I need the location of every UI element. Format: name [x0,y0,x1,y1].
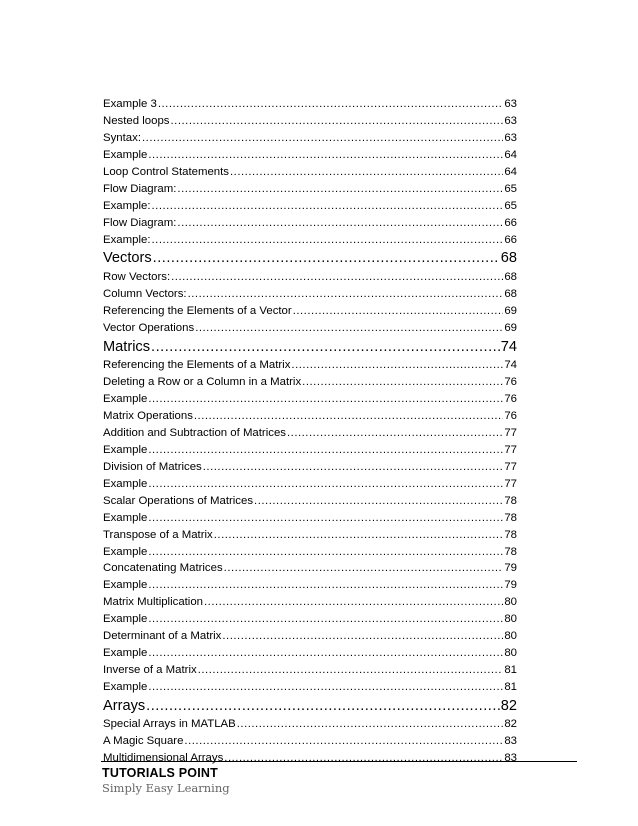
toc-page-number: 81 [504,681,517,693]
toc-entry-title: Example 3 [103,98,157,110]
toc-entry-row[interactable] [103,527,517,544]
table-of-contents [103,96,517,767]
toc-dot-leader [222,628,503,645]
toc-page-number: 74 [500,338,517,355]
toc-dot-leader [287,425,503,442]
toc-dot-leader [224,750,503,767]
toc-entry-title: Example [103,545,148,558]
toc-dot-leader [151,337,500,358]
toc-entry-title: Matrics [103,338,151,355]
toc-dot-leader [148,476,503,493]
toc-entry-title: Example [103,148,148,161]
toc-page-number: 74 [504,359,517,372]
toc-chapter-row[interactable] [103,337,517,358]
toc-entry-row[interactable] [103,733,517,750]
toc-entry-title: Nested loops [103,114,170,127]
toc-page-number: 80 [504,630,517,643]
toc-entry-row[interactable] [103,164,517,181]
toc-entry-row[interactable] [103,198,517,215]
toc-dot-leader [188,286,504,303]
toc-entry-row[interactable] [103,269,517,286]
toc-entry-row[interactable] [103,374,517,391]
toc-page-number: 69 [504,321,517,334]
toc-entry-row[interactable] [103,357,517,374]
toc-entry-title: Example [103,443,148,456]
toc-dot-leader [146,696,500,717]
toc-entry-title: Referencing the Elements of a Matrix [103,359,291,372]
toc-entry-row[interactable] [103,628,517,645]
toc-page-number: 83 [504,752,517,765]
toc-chapter-row[interactable] [103,696,517,717]
toc-entry-title: Example [103,613,148,626]
toc-entry-title: Vector Operations [103,321,195,334]
toc-entry-row[interactable] [103,510,517,527]
toc-dot-leader [171,269,503,286]
toc-page-number: 69 [504,304,517,317]
toc-page-number: 82 [504,718,517,731]
toc-entry-title: Concatenating Matrices [103,562,223,575]
toc-entry-row[interactable] [103,181,517,198]
toc-entry-row[interactable] [103,408,517,425]
toc-dot-leader [148,645,503,662]
toc-entry-title: A Magic Square [103,735,184,748]
toc-entry-title: Syntax: [103,131,141,144]
toc-page-number: 78 [504,545,517,558]
toc-entry-row[interactable] [103,662,517,679]
toc-dot-leader [184,733,503,750]
toc-dot-leader [153,248,500,269]
toc-dot-leader [148,611,503,628]
toc-entry-title: Arrays [103,697,146,714]
toc-entry-row[interactable] [103,442,517,459]
toc-page-number: 83 [504,735,517,748]
toc-entry-title: Flow Diagram: [103,182,177,195]
toc-entry-title: Example [103,579,148,592]
toc-page-number: 79 [504,579,517,592]
toc-entry-title: Row Vectors: [103,270,171,283]
toc-page-number: 66 [504,216,517,229]
toc-entry-row[interactable] [103,286,517,303]
toc-dot-leader [203,459,504,476]
toc-dot-leader [171,113,504,130]
toc-page-number: 82 [500,697,517,714]
toc-page-number: 76 [504,393,517,406]
toc-entry-title: Special Arrays in MATLAB [103,718,236,731]
toc-entry-title: Division of Matrices [103,460,202,473]
toc-entry-row[interactable] [103,459,517,476]
toc-entry-row[interactable] [103,560,517,577]
toc-entry-row[interactable] [103,96,517,113]
toc-entry-title: Example [103,647,148,660]
toc-entry-row[interactable] [103,147,517,164]
toc-page-number: 80 [504,647,517,660]
toc-entry-row[interactable] [103,679,517,696]
toc-page-number: 76 [504,376,517,389]
toc-dot-leader [148,442,503,459]
toc-page-number: 80 [504,596,517,609]
toc-entry-row[interactable] [103,750,517,767]
toc-page-number: 80 [504,613,517,626]
toc-page-number: 81 [504,664,517,677]
toc-page-number: 68 [504,287,517,300]
toc-entry-row[interactable] [103,425,517,442]
toc-page-number: 79 [504,562,517,575]
toc-entry-title: Multidimensional Arrays [103,752,224,765]
toc-entry-title: Referencing the Elements of a Vector [103,304,292,317]
toc-dot-leader [148,510,503,527]
toc-entry-row[interactable] [103,611,517,628]
toc-dot-leader [148,544,503,561]
toc-entry-title: Example [103,477,148,490]
toc-page-number: 64 [504,165,517,178]
toc-dot-leader [204,594,503,611]
toc-dot-leader [194,408,503,425]
toc-entry-row[interactable] [103,716,517,733]
toc-entry-row[interactable] [103,303,517,320]
toc-entry-row[interactable] [103,130,517,147]
toc-entry-title: Inverse of a Matrix [103,664,197,677]
toc-entry-title: Transpose of a Matrix [103,528,213,541]
toc-entry-row[interactable] [103,577,517,594]
toc-dot-leader [177,181,503,198]
toc-dot-leader [148,679,503,696]
toc-dot-leader [214,527,504,544]
toc-entry-title: Example: [103,233,151,246]
toc-dot-leader [224,560,504,577]
toc-page-number: 78 [504,511,517,524]
toc-dot-leader [302,374,503,391]
toc-dot-leader [148,577,503,594]
toc-page-number: 77 [504,443,517,456]
toc-page-number: 63 [504,98,517,110]
toc-dot-leader [151,198,503,215]
toc-dot-leader [291,357,503,374]
toc-entry-row[interactable] [103,215,517,232]
toc-page-number: 78 [504,528,517,541]
toc-page-number: 63 [504,114,517,127]
toc-entry-title: Deleting a Row or a Column in a Matrix [103,376,302,389]
toc-dot-leader [148,147,503,164]
toc-entry-title: Matrix Multiplication [103,596,204,609]
toc-dot-leader [148,391,503,408]
toc-entry-row[interactable] [103,493,517,510]
toc-page-number: 77 [504,477,517,490]
toc-entry-row[interactable] [103,476,517,493]
toc-dot-leader [195,320,503,337]
footer-brand: TUTORIALS POINT [102,766,218,780]
toc-chapter-row[interactable] [103,248,517,269]
toc-entry-row[interactable] [103,594,517,611]
toc-dot-leader [237,716,504,733]
toc-entry-title: Matrix Operations [103,410,193,422]
footer-tagline: Simply Easy Learning [102,781,230,795]
toc-entry-title: Column Vectors: [103,287,187,300]
toc-dot-leader [142,130,503,147]
toc-page-number: 66 [504,233,517,246]
toc-entry-title: Flow Diagram: [103,216,177,229]
toc-page-number: 65 [504,182,517,195]
toc-page-number: 63 [504,131,517,144]
toc-dot-leader [254,493,503,510]
toc-entry-title: Loop Control Statements [103,165,230,178]
toc-page-number: 76 [504,410,517,422]
toc-dot-leader [293,303,504,320]
toc-entry-row[interactable] [103,320,517,337]
toc-page-number: 77 [504,426,517,439]
toc-dot-leader [177,215,503,232]
toc-entry-title: Example [103,511,148,524]
footer-divider [101,761,577,762]
toc-entry-row[interactable] [103,544,517,561]
toc-dot-leader [198,662,504,679]
toc-entry-row[interactable] [103,113,517,130]
toc-page-number: 68 [504,270,517,283]
toc-dot-leader [151,232,503,249]
toc-entry-title: Determinant of a Matrix [103,630,222,643]
toc-entry-row[interactable] [103,391,517,408]
toc-page-number: 68 [500,250,517,267]
toc-page-number: 65 [504,199,517,212]
toc-page-number: 64 [504,148,517,161]
toc-entry-title: Scalar Operations of Matrices [103,494,254,507]
toc-dot-leader [230,164,503,181]
toc-entry-title: Example: [103,199,151,212]
toc-entry-title: Addition and Subtraction of Matrices [103,426,286,439]
toc-entry-row[interactable] [103,645,517,662]
toc-dot-leader [158,96,504,113]
toc-page-number: 77 [504,460,517,473]
toc-entry-title: Example [103,393,148,406]
toc-entry-row[interactable] [103,232,517,249]
toc-entry-title: Example [103,681,148,693]
toc-entry-title: Vectors [103,250,152,267]
toc-page-number: 78 [504,494,517,507]
